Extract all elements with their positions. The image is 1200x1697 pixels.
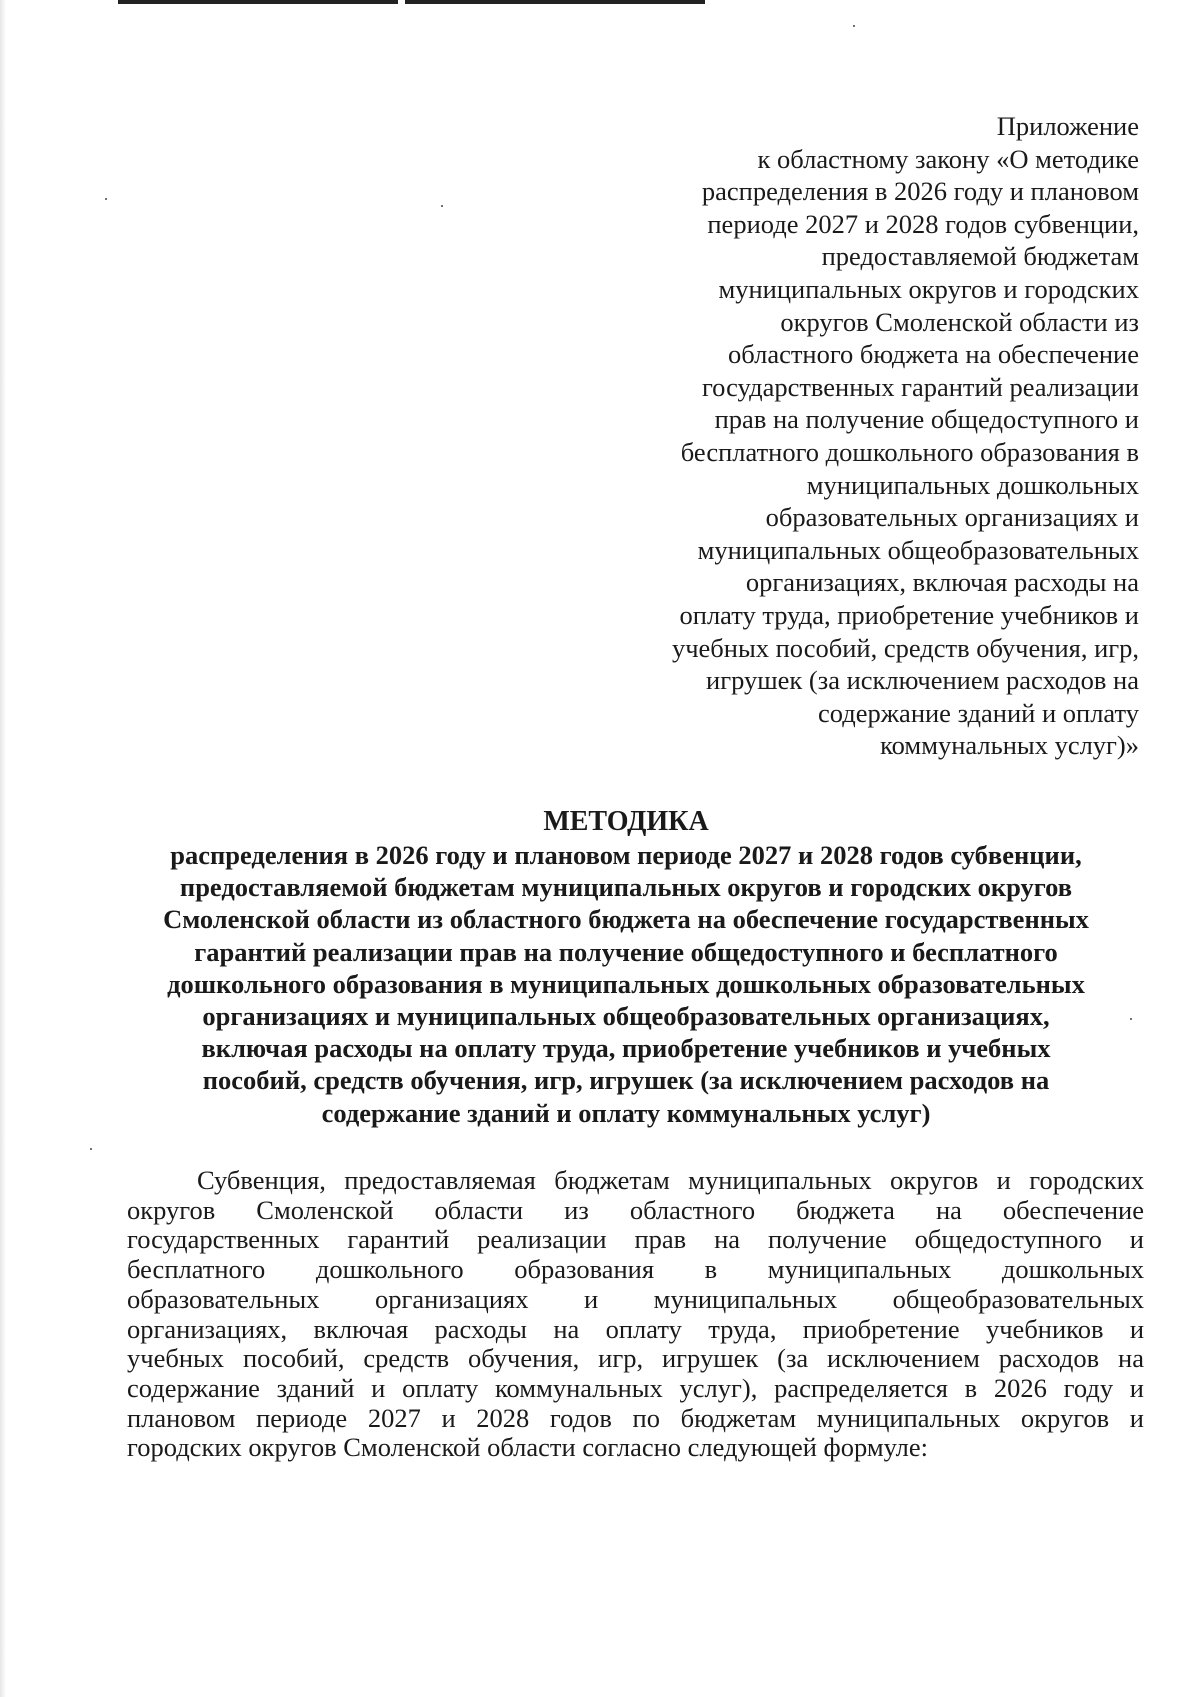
appendix-line: Приложение [996,111,1139,141]
appendix-line: округов Смоленской области из [780,306,1139,337]
appendix-line: игрушек (за исключением расходов на [706,665,1139,696]
body-line: округов Смоленской области из областного бюджета на обеспечение [127,1194,1144,1225]
appendix-line: учебных пособий, средств обучения, игр, [671,632,1139,663]
appendix-line: организациях, включая расходы на [745,567,1139,598]
appendix-line: предоставляемой бюджетам [821,241,1139,272]
scan-top-mark [118,0,398,4]
appendix-line: областного бюджета на обеспечение [728,339,1139,370]
title-line: организациях и муниципальных общеобразовательных организациях, [202,1001,1050,1032]
appendix-line: оплату труда, приобретение учебников и [679,599,1139,630]
appendix-line: коммунальных услуг)» [880,730,1139,761]
body-line: городских округов Смоленской области согласно следующей формуле: [127,1432,929,1463]
appendix-line: муниципальных округов и городских [718,273,1139,304]
body-line: содержание зданий и оплату коммунальных услуг), распределяется в 2026 году и [127,1372,1144,1403]
title-line: дошкольного образования в муниципальных дошкольных образовательных [167,968,1085,999]
body-line: учебных пособий, средств обучения, игр, игрушек (за исключением расходов на [127,1343,1144,1374]
body-line: плановом периоде 2027 и 2028 годов по бюджетам муниципальных округов и [127,1402,1144,1433]
appendix-line: к областному закону «О методике [757,143,1139,174]
title-line: распределения в 2026 году и плановом периоде 2027 и 2028 годов субвенции, [170,840,1082,870]
scan-speck [90,1148,92,1150]
scan-top-mark [405,0,705,4]
scan-speck [105,198,107,200]
scan-speck [853,25,855,27]
scan-speck [1130,1018,1132,1020]
document-title [128,805,1124,1129]
appendix-line: содержание зданий и оплату [818,697,1139,728]
appendix-line: государственных гарантий реализации [701,371,1139,402]
body-line: бесплатного дошкольного образования в муниципальных дошкольных [127,1254,1144,1285]
appendix-header [619,110,1139,762]
body-line: образовательных организациях и муниципальных общеобразовательных [127,1283,1144,1314]
scan-speck [441,205,443,207]
title-line: Смоленской области из областного бюджета на обеспечение государственных [163,904,1089,935]
body-line: Субвенция, предоставляемая бюджетам муниципальных округов и городских [197,1165,1144,1195]
title-line: предоставляемой бюджетам муниципальных округов и городских округов [179,872,1073,903]
title-line: гарантий реализации прав на получение общедоступного и бесплатного [194,936,1058,967]
title-line: включая расходы на оплату труда, приобретение учебников и учебных [201,1033,1051,1064]
title-heading: МЕТОДИКА [543,806,709,837]
body-paragraph [127,1166,1144,1463]
title-line: пособий, средств обучения, игр, игрушек (за исключением расходов на [202,1065,1050,1096]
appendix-line: образовательных организациях и [765,502,1139,533]
appendix-line: бесплатного дошкольного образования в [680,436,1139,467]
appendix-line: периоде 2027 и 2028 годов субвенции, [707,208,1139,239]
appendix-line: распределения в 2026 году и плановом [701,176,1139,207]
appendix-line: прав на получение общедоступного и [714,404,1139,435]
scan-edge-shadow [0,0,6,1697]
title-line: содержание зданий и оплату коммунальных услуг) [321,1097,931,1128]
appendix-line: муниципальных общеобразовательных [697,534,1139,565]
body-line: организациях, включая расходы на оплату труда, приобретение учебников и [127,1313,1144,1344]
appendix-line: муниципальных дошкольных [806,469,1139,500]
body-line: государственных гарантий реализации прав на получение общедоступного и [127,1224,1144,1255]
